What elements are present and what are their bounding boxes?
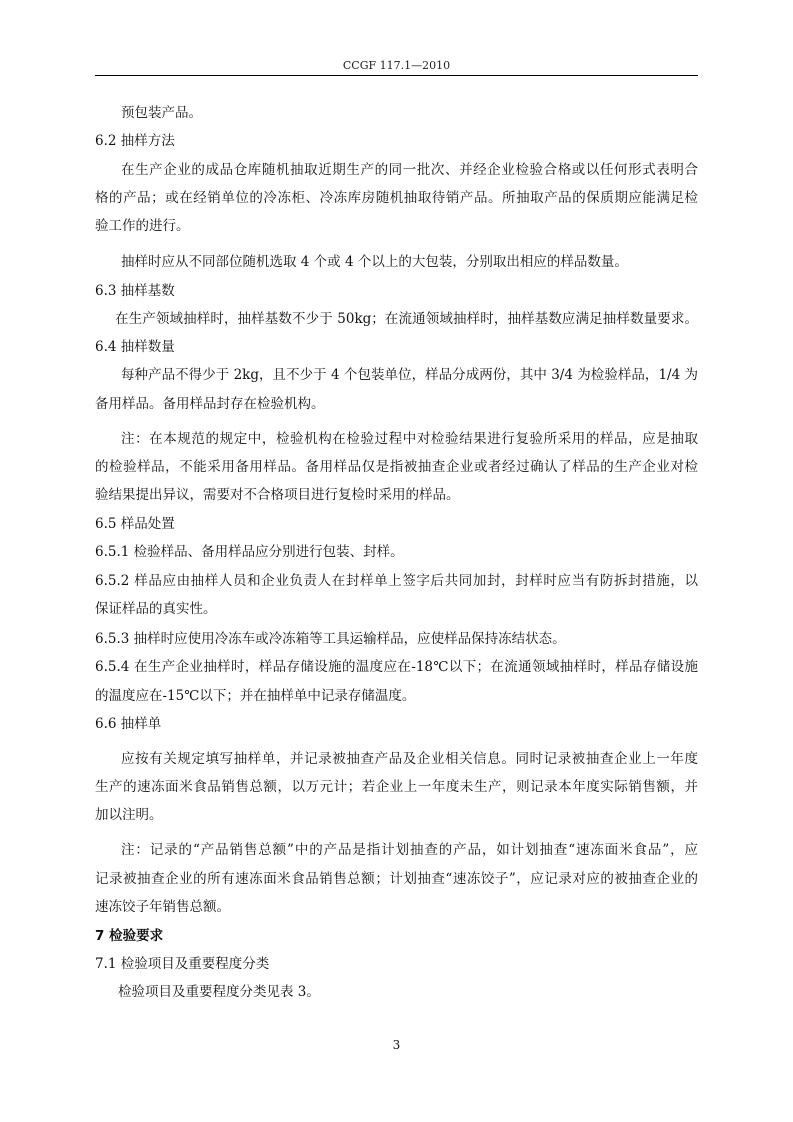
paragraph-line: 在生产企业的成品仓库随机抽取近期生产的同一批次、并经企业检验合格或以任何形式表明合 [121,162,698,178]
section-heading-6-3: 6.3 抽样基数 [95,283,175,299]
header-rule [95,75,698,76]
section-heading-7: 7 检验要求 [95,928,164,944]
section-heading-7-1: 7.1 检验项目及重要程度分类 [95,956,270,972]
section-heading-6-4: 6.4 抽样数量 [95,339,175,355]
note-line: 的检验样品，不能采用备用样品。备用样品仅是指被抽查企业或者经过确认了样品的生产企业对检 [95,459,698,475]
paragraph-line: 的温度应在-15℃以下；并在抽样单中记录存储温度。 [95,688,416,704]
paragraph-line: 应按有关规定填写抽样单，并记录被抽查产品及企业相关信息。同时记录被抽查企业上一年度 [121,751,698,767]
note-line: 记录被抽查企业的所有速冻面米食品销售总额；计划抽查“速冻饺子”，应记录对应的被抽查企业的 [95,871,698,887]
clause-6-5-3: 6.5.3 抽样时应使用冷冻车或冷冻箱等工具运输样品，应使样品保持冻结状态。 [95,631,566,647]
clause-6-5-2: 6.5.2 样品应由抽样人员和企业负责人在封样单上签字后共同加封，封样时应当有防拆封措施，以 [95,573,698,589]
paragraph-line: 在生产领域抽样时，抽样基数不少于 50kg；在流通领域抽样时，抽样基数应满足抽样数量要求。 [115,311,698,327]
paragraph-line: 验工作的进行。 [95,218,190,234]
paragraph-line: 每种产品不得少于 2kg，且不少于 4 个包装单位，样品分成两份，其中 3/4 为检验样品，1/4 为 [121,367,698,383]
clause-6-5-1: 6.5.1 检验样品、备用样品应分别进行包装、封样。 [95,544,404,560]
document-code-header: CCGF 117.1—2010 [342,59,451,72]
paragraph-line: 格的产品；或在经销单位的冷冻柜、冷冻库房随机抽取待销产品。所抽取产品的保质期应能满足检 [95,190,698,206]
paragraph-line: 预包装产品。 [121,105,202,121]
section-heading-6-5: 6.5 样品处置 [95,516,175,532]
paragraph-line: 保证样品的真实性。 [95,601,217,617]
note-line: 注：在本规范的规定中，检验机构在检验过程中对检验结果进行复验所采用的样品，应是抽取 [121,431,698,447]
clause-6-5-4: 6.5.4 在生产企业抽样时，样品存储设施的温度应在-18℃以下；在流通领域抽样时，样品存储设施 [95,659,698,675]
note-line: 速冻饺子年销售总额。 [95,899,230,915]
paragraph-line: 生产的速冻面米食品销售总额，以万元计；若企业上一年度未生产，则记录本年度实际销售额，并 [95,779,698,795]
page-number: 3 [392,1038,401,1052]
section-heading-6-2: 6.2 抽样方法 [95,133,175,149]
note-line: 注：记录的“产品销售总额”中的产品是指计划抽查的产品，如计划抽查“速冻面米食品”，应 [121,842,698,858]
paragraph-line: 检验项目及重要程度分类见表 3。 [118,984,320,1000]
paragraph-line: 备用样品。备用样品封存在检验机构。 [95,396,325,412]
paragraph-line: 加以注明。 [95,807,163,823]
section-heading-6-6: 6.6 抽样单 [95,716,162,732]
paragraph-line: 抽样时应从不同部位随机选取 4 个或 4 个以上的大包装，分别取出相应的样品数量。 [121,254,628,270]
note-line: 验结果提出异议，需要对不合格项目进行复检时采用的样品。 [95,487,460,503]
